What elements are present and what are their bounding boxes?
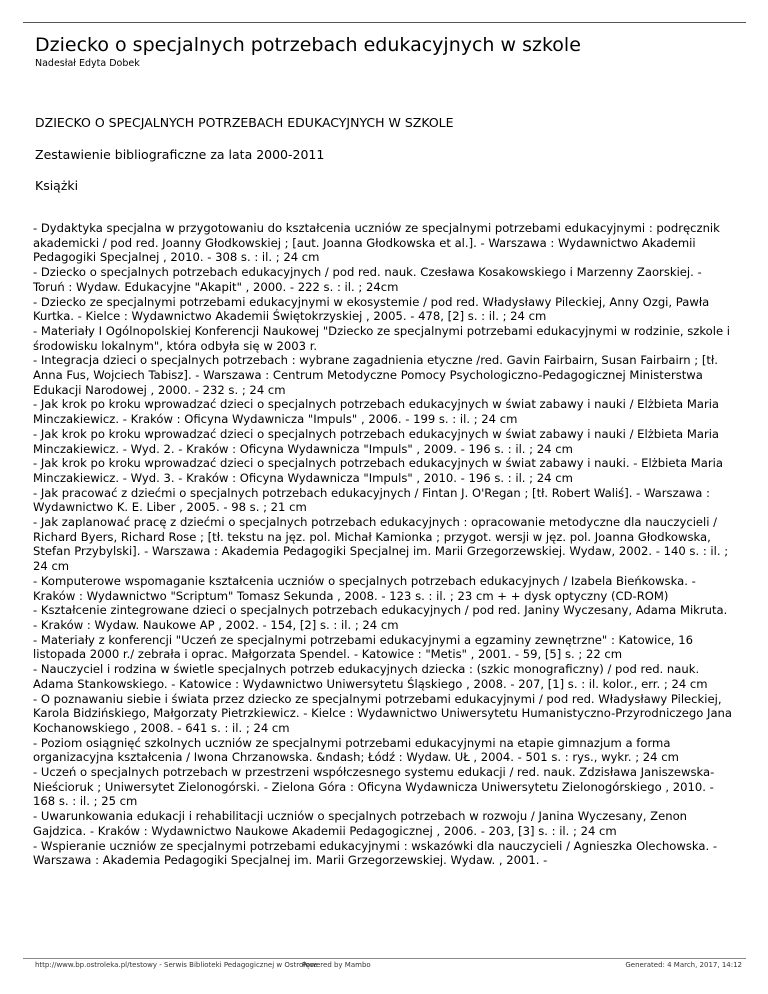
bibliography-entry: - Wspieranie uczniów ze specjalnymi potrzebami edukacyjnymi : wskazówki dla nauczycieli / Agnieszka Olechowska. - Warszawa : Akademia Pedagogiki Specjalnej im. Marii Grzegorzewskiej. Wydaw. , 2001. - bbox=[33, 838, 718, 868]
bibliography-entry: - Materiały I Ogólnopolskiej Konferencji Naukowej "Dziecko ze specjalnymi potrzebami edukacyjnymi w rodzinie, szkole i środowisku lokalnym", która odbyła się w 2003 r. bbox=[33, 323, 731, 353]
bibliography-entry: - Kształcenie zintegrowane dzieci o specjalnych potrzebach edukacyjnych / pod red. Janiny Wyczesany, Adama Mikruta. - Kraków : Wydaw. Naukowe AP , 2002. - 154, [2] s. : il. ; 24 cm bbox=[33, 603, 728, 632]
bibliography-entry: - O poznawaniu siebie i świata przez dziecko ze specjalnymi potrzebami edukacyjnymi / pod red. Władysławy Pileckiej, Karola Bidzińskiego, Małgorzaty Pietrzkiewicz. - Kielce : Wydawnictwo Uniwersytetu Humanistyczno-Przyrodniczego Jana Kochanowskiego , 2008. - 641 s. : il. ; 24 cm bbox=[33, 691, 732, 735]
bibliography-entry: - Dziecko o specjalnych potrzebach edukacyjnych / pod red. nauk. Czesława Kosakowskiego i Marzenny Zaorskiej. - Toruń : Wydaw. Edukacyjne "Akapit" , 2000. - 222 s. : il. ; 24cm bbox=[33, 265, 702, 294]
bibliography-entry: - Nauczyciel i rodzina w świetle specjalnych potrzeb edukacyjnych dziecka : (szkic monograficzny) / pod red. nauk. Adama Stankowskiego. - Katowice : Wydawnictwo Uniwersytetu Śląskiego , 2008. - 207, [1] s. : il. kolor., err. ; 24 cm bbox=[33, 662, 708, 691]
bibliography-entry: - Jak krok po kroku wprowadzać dzieci o specjalnych potrzebach edukacyjnych w świat zabawy i nauki / Elżbieta Maria Minczakiewicz. - Wyd. 2. - Kraków : Oficyna Wydawnicza "Impuls" , 2009. - 196 s. : il. ; 24 cm bbox=[33, 426, 720, 456]
document-subheading: Zestawienie bibliograficzne za lata 2000-2011 bbox=[35, 147, 325, 162]
bibliography-entry: - Komputerowe wspomaganie kształcenia uczniów o specjalnych potrzebach edukacyjnych / Izabela Bieńkowska. - Kraków : Wydawnictwo "Scriptum" Tomasz Sekunda , 2008. - 123 s. : il. ; 23 cm + + dysk optyczny (CD-ROM) bbox=[33, 573, 696, 603]
section-label-books: Książki bbox=[35, 178, 79, 193]
bibliography-entry: - Dziecko ze specjalnymi potrzebami edukacyjnymi w ekosystemie / pod red. Władysławy Pileckiej, Anny Ozgi, Pawła Kurtka. - Kielce : Wydawnictwo Akademii Świętokrzyskiej , 2005. - 478, [2] s. : il. ; 24 cm bbox=[33, 294, 710, 324]
bibliography-entry: - Jak krok po kroku wprowadzać dzieci o specjalnych potrzebach edukacyjnych w świat zabawy i nauki. - Elżbieta Maria Minczakiewicz. - Wyd. 3. - Kraków : Oficyna Wydawnicza "Impuls" , 2010. - 196 s. : il. ; 24 cm bbox=[33, 456, 724, 485]
bibliography-entry: - Jak krok po kroku wprowadzać dzieci o specjalnych potrzebach edukacyjnych w świat zabawy i nauki / Elżbieta Maria Minczakiewicz. - Kraków : Oficyna Wydawnicza "Impuls" , 2006. - 199 s. : il. ; 24 cm bbox=[33, 397, 720, 427]
page-title: Dziecko o specjalnych potrzebach edukacyjnych w szkole bbox=[35, 34, 581, 56]
top-divider bbox=[23, 22, 746, 23]
bibliography-entry: - Materiały z konferencji "Uczeń ze specjalnymi potrzebami edukacyjnymi a egzaminy zewnętrzne" : Katowice, 16 listopada 2000 r./ zebrała i oprac. Małgorzata Spendel. - Katowice : "Metis" , 2001. - 59, [5] s. ; 22 cm bbox=[33, 632, 694, 662]
author-line: Nadesłał Edyta Dobek bbox=[35, 58, 140, 69]
footer-url[interactable]: http://www.bp.ostroleka.pl/testowy - Serwis Biblioteki Pedagogicznej w Ostrołęce bbox=[35, 961, 318, 969]
document-heading: DZIECKO O SPECJALNYCH POTRZEBACH EDUKACYJNYCH W SZKOLE bbox=[35, 115, 454, 130]
bibliography-entry: - Uwarunkowania edukacji i rehabilitacji uczniów o specjalnych potrzebach w rozwoju / Janina Wyczesany, Zenon Gajdzica. - Kraków : Wydawnictwo Naukowe Akademii Pedagogicznej , 2006. - 203, [3] s. : il. ; 24 cm bbox=[33, 809, 688, 838]
bibliography-list bbox=[33, 221, 733, 868]
bibliography-entry: - Jak pracować z dziećmi o specjalnych potrzebach edukacyjnych / Fintan J. O'Regan ; [tł. Robert Waliś]. - Warszawa : Wydawnictwo K. E. Liber , 2005. - 98 s. ; 21 cm bbox=[33, 485, 710, 515]
bibliography-entry: - Uczeń o specjalnych potrzebach w przestrzeni współczesnego systemu edukacji / red. nauk. Zdzisława Janiszewska-Nieścioruk ; Uniwersytet Zielonogórski. - Zielona Góra : Oficyna Wydawnicza Uniwersytetu Zielonogórskiego , 2010. - 168 s. : il. ; 25 cm bbox=[33, 765, 715, 809]
bottom-divider bbox=[23, 958, 746, 959]
bibliography-entry: - Poziom osiągnięć szkolnych uczniów ze specjalnymi potrzebami edukacyjnymi na etapie gimnazjum a forma organizacyjna kształcenia / Iwona Chrzanowska. &ndash; Łódź : Wydaw. UŁ , 2004. - 501 s. : rys., wykr. ; 24 cm bbox=[33, 735, 679, 765]
bibliography-entry: - Dydaktyka specjalna w przygotowaniu do kształcenia uczniów ze specjalnymi potrzebami edukacyjnymi : podręcznik akademicki / pod red. Joanny Głodkowskiej ; [aut. Joanna Głodkowska et al.]. - Warszawa : Wydawnictwo Akademii Pedagogiki Specjalnej , 2010. - 308 s. : il. ; 24 cm bbox=[33, 221, 720, 265]
bibliography-entry: - Integracja dzieci o specjalnych potrzebach : wybrane zagadnienia etyczne /red. Gavin Fairbairn, Susan Fairbairn ; [tł. Anna Fus, Wojciech Tabisz]. - Warszawa : Centrum Metodyczne Pomocy Psychologiczno-Pedagogicznej Ministerstwa Edukacji Narodowej , 2000. - 232 s. ; 24 cm bbox=[33, 353, 718, 397]
bibliography-entry: - Jak zaplanować pracę z dziećmi o specjalnych potrzebach edukacyjnych : opracowanie metodyczne dla nauczycieli / Richard Byers, Richard Rose ; [tł. tekstu na jęz. pol. Michał Kamionka ; przygot. wersji w jęz. pol. Joanna Głodkowska, Stefan Przybylski]. - Warszawa : Akademia Pedagogiki Specjalnej im. Marii Grzegorzewskiej. Wydaw, 2002. - 140 s. : il. ; 24 cm bbox=[33, 515, 729, 574]
footer-generated-date: Generated: 4 March, 2017, 14:12 bbox=[625, 961, 742, 969]
footer-powered-by: Powered by Mambo bbox=[302, 961, 371, 969]
